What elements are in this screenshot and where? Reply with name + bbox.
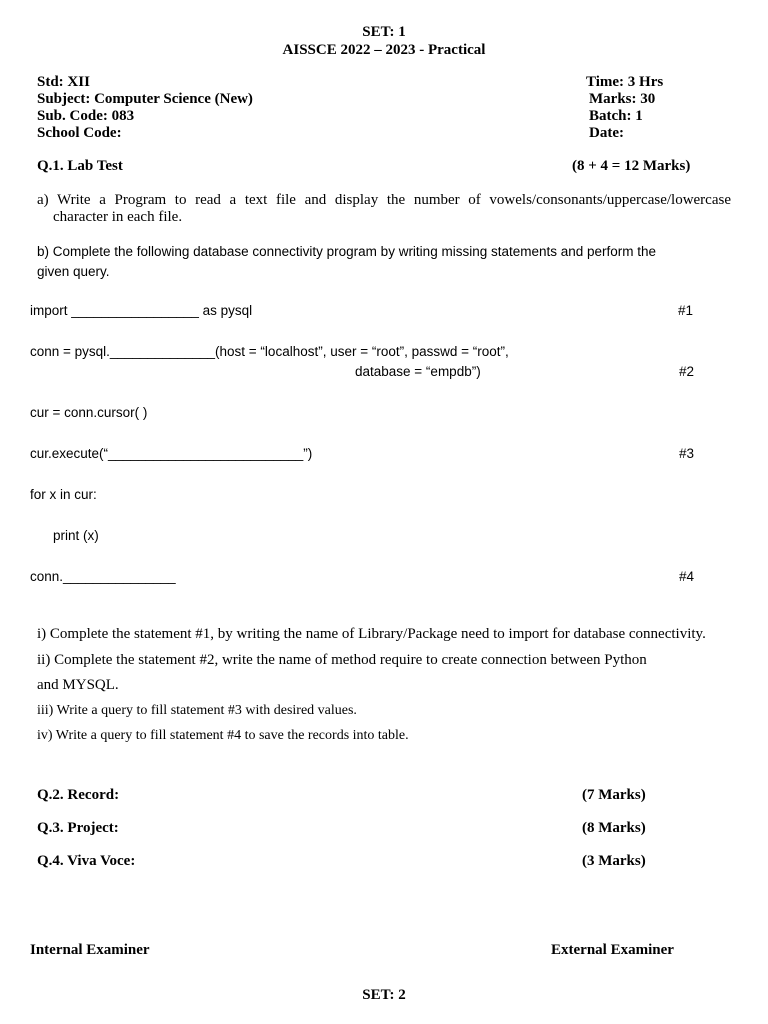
code-for-line: for x in cur:	[30, 487, 97, 502]
code-mark-2: #2	[679, 364, 695, 379]
code-execute-line: cur.execute(“__________________________”)	[30, 446, 313, 461]
code-import-line: import _________________ as pysql	[30, 303, 253, 318]
sub-code-label: Sub. Code: 083	[37, 108, 135, 124]
q4-marks: (3 Marks)	[582, 853, 646, 869]
q2-marks: (7 Marks)	[582, 787, 646, 803]
school-code-label: School Code:	[37, 125, 122, 141]
code-cursor-line: cur = conn.cursor( )	[30, 405, 148, 420]
code-mark-1: #1	[678, 303, 694, 318]
time-label: Time: 3 Hrs	[586, 74, 664, 90]
marks-label: Marks: 30	[589, 91, 656, 107]
q1-marks: (8 + 4 = 12 Marks)	[572, 158, 691, 174]
q4-title: Q.4. Viva Voce:	[37, 853, 136, 869]
q1-part-a-line2: character in each file.	[53, 209, 183, 225]
code-commit-line: conn._______________	[30, 569, 176, 584]
subq-i: i) Complete the statement #1, by writing the name of Library/Package need to import for database connectivity.	[37, 626, 706, 642]
set-label-bottom: SET: 2	[362, 987, 406, 1003]
set-label-top: SET: 1	[362, 24, 406, 40]
code-mark-3: #3	[679, 446, 695, 461]
code-mark-4: #4	[679, 569, 695, 584]
q2-title: Q.2. Record:	[37, 787, 120, 803]
q1-part-b-line2: given query.	[37, 264, 110, 279]
date-label: Date:	[589, 125, 624, 141]
batch-label: Batch: 1	[589, 108, 643, 124]
std-label: Std: XII	[37, 74, 90, 90]
internal-examiner-label: Internal Examiner	[30, 942, 150, 958]
code-print-line: print (x)	[53, 528, 99, 543]
subject-label: Subject: Computer Science (New)	[37, 91, 253, 107]
q3-marks: (8 Marks)	[582, 820, 646, 836]
external-examiner-label: External Examiner	[551, 942, 674, 958]
q1-part-a-line1: a) Write a Program to read a text file and display the number of vowels/consonants/uppercase/lowercase	[37, 192, 731, 208]
subq-ii-line1: ii) Complete the statement #2, write the name of method require to create connection between Python	[37, 652, 647, 668]
subq-ii-line2: and MYSQL.	[37, 677, 119, 693]
code-conn-continuation: database = “empdb”)	[355, 364, 481, 379]
subq-iii: iii) Write a query to fill statement #3 with desired values.	[37, 703, 357, 718]
exam-title: AISSCE 2022 – 2023 - Practical	[282, 42, 486, 58]
q1-title: Q.1. Lab Test	[37, 158, 123, 174]
q3-title: Q.3. Project:	[37, 820, 119, 836]
code-conn-line: conn = pysql.______________(host = “localhost”, user = “root”, passwd = “root”,	[30, 344, 509, 359]
subq-iv: iv) Write a query to fill statement #4 to save the records into table.	[37, 728, 409, 743]
q1-part-b-line1: b) Complete the following database connectivity program by writing missing statements and perform the	[37, 244, 657, 259]
